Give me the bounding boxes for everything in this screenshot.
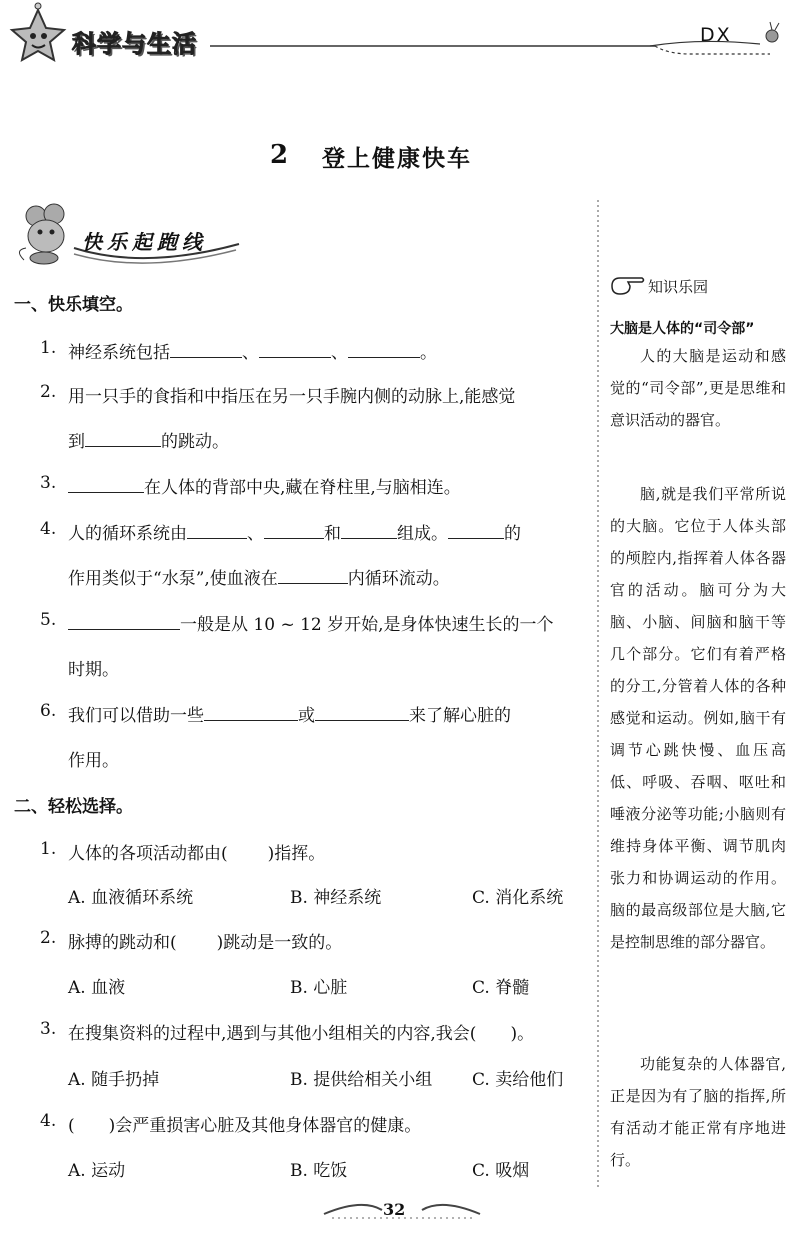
mc4-number: 4. [40, 1111, 57, 1131]
option-a[interactable]: A. 运动 [68, 1161, 126, 1181]
answer-blank[interactable] [278, 568, 348, 584]
sidebar-paragraph: 人的大脑是运动和感觉的“司令部”,更是思维和意识活动的器官。 [610, 347, 786, 429]
answer-blank[interactable] [348, 342, 420, 358]
answer-blank[interactable] [187, 523, 247, 539]
series-code: DX [700, 24, 732, 46]
series-title: 科学与生活 [72, 30, 197, 58]
q6-number: 6. [40, 701, 57, 721]
option-c[interactable]: C. 脊髓 [472, 978, 530, 998]
sidebar-title: 知识乐园 [648, 278, 709, 296]
q5-number: 5. [40, 610, 57, 630]
q3-number: 3. [40, 473, 57, 493]
option-a[interactable]: A. 随手扔掉 [68, 1070, 160, 1090]
sidebar-subtitle: 大脑是人体的“司令部” [610, 321, 755, 337]
option-c[interactable]: C. 消化系统 [472, 888, 564, 908]
answer-blank[interactable] [204, 705, 298, 721]
mc1-number: 1. [40, 839, 57, 859]
answer-blank[interactable] [170, 342, 242, 358]
part2-heading: 二、轻松选择。 [14, 797, 133, 817]
sidebar-paragraph: 功能复杂的人体器官,正是因为有了脑的指挥,所有活动才能正常有序地进行。 [610, 1055, 786, 1169]
answer-blank[interactable] [68, 614, 180, 630]
q2-number: 2. [40, 382, 57, 402]
option-c[interactable]: C. 吸烟 [472, 1161, 530, 1181]
q1-number: 1. [40, 338, 57, 358]
page-number: 32 [383, 1200, 406, 1219]
fill-question-5-cont: 时期。 [68, 660, 119, 680]
answer-blank[interactable] [264, 523, 324, 539]
answer-blank[interactable] [259, 342, 331, 358]
option-b[interactable]: B. 神经系统 [290, 888, 382, 908]
option-a[interactable]: A. 血液循环系统 [68, 888, 194, 908]
option-b[interactable]: B. 提供给相关小组 [290, 1070, 433, 1090]
fill-question-6-cont: 作用。 [68, 751, 119, 771]
sidebar-paragraph: 脑,就是我们平常所说的大脑。它位于人体头部的颅腔内,指挥着人体各器官的活动。脑可分为大脑、小脑、间脑和脑干等几个部分。它们有着严格的分工,分管着人体的各种感觉和运动。例如,脑干有调节心跳快慢、血压高低、呼吸、吞咽、呕吐和唾液分泌等功能;小脑则有维持身体平衡、调节肌肉张力和协调运动的作用。脑的最高级部位是大脑,它是控制思维的部分器官。 [610, 485, 786, 951]
fill-question-2-cont: 到 的跳动。 [68, 432, 229, 452]
pointing-hand-icon [608, 272, 646, 296]
fill-question-6: 我们可以借助一些 或 来了解心脏的 [68, 706, 511, 726]
mc2-number: 2. [40, 928, 57, 948]
fill-question-5: 一般是从 10 ~ 12 岁开始,是身体快速生长的一个 [68, 610, 554, 635]
answer-blank[interactable] [341, 523, 397, 539]
lesson-number: 2 [270, 140, 289, 170]
lesson-title: 登上健康快车 [322, 145, 472, 172]
part1-heading: 一、快乐填空。 [14, 295, 133, 315]
q4-number: 4. [40, 519, 57, 539]
choice-question-1: 人体的各项活动都由( )指挥。 [68, 844, 326, 864]
answer-blank[interactable] [448, 523, 504, 539]
answer-blank[interactable] [315, 705, 409, 721]
option-a[interactable]: A. 血液 [68, 978, 126, 998]
answer-blank[interactable] [68, 477, 144, 493]
choice-question-2: 脉搏的跳动和( )跳动是一致的。 [68, 933, 343, 953]
option-c[interactable]: C. 卖给他们 [472, 1070, 564, 1090]
choice-question-4: ( )会严重损害心脏及其他身体器官的健康。 [68, 1116, 422, 1136]
option-b[interactable]: B. 心脏 [290, 978, 348, 998]
fill-question-4-cont: 作用类似于“水泵”,使血液在 内循环流动。 [68, 569, 450, 589]
option-b[interactable]: B. 吃饭 [290, 1161, 348, 1181]
fill-question-3: 在人体的背部中央,藏在脊柱里,与脑相连。 [68, 473, 461, 498]
mascot-icon [12, 3, 64, 60]
mc3-number: 3. [40, 1019, 57, 1039]
column-divider [596, 200, 600, 1190]
fill-question-1: 神经系统包括 、 、 。 [68, 343, 437, 363]
fill-question-2: 用一只手的食指和中指压在另一只手腕内侧的动脉上,能感觉 [68, 387, 516, 407]
mouse-icon [19, 204, 64, 264]
choice-question-3: 在搜集资料的过程中,遇到与其他小组相关的内容,我会( )。 [68, 1024, 535, 1044]
answer-blank[interactable] [85, 431, 161, 447]
fill-question-4: 人的循环系统由 、 和 组成。 的 [68, 524, 521, 544]
snail-icon [766, 22, 779, 42]
section-banner: 快乐起跑线 [82, 230, 207, 254]
